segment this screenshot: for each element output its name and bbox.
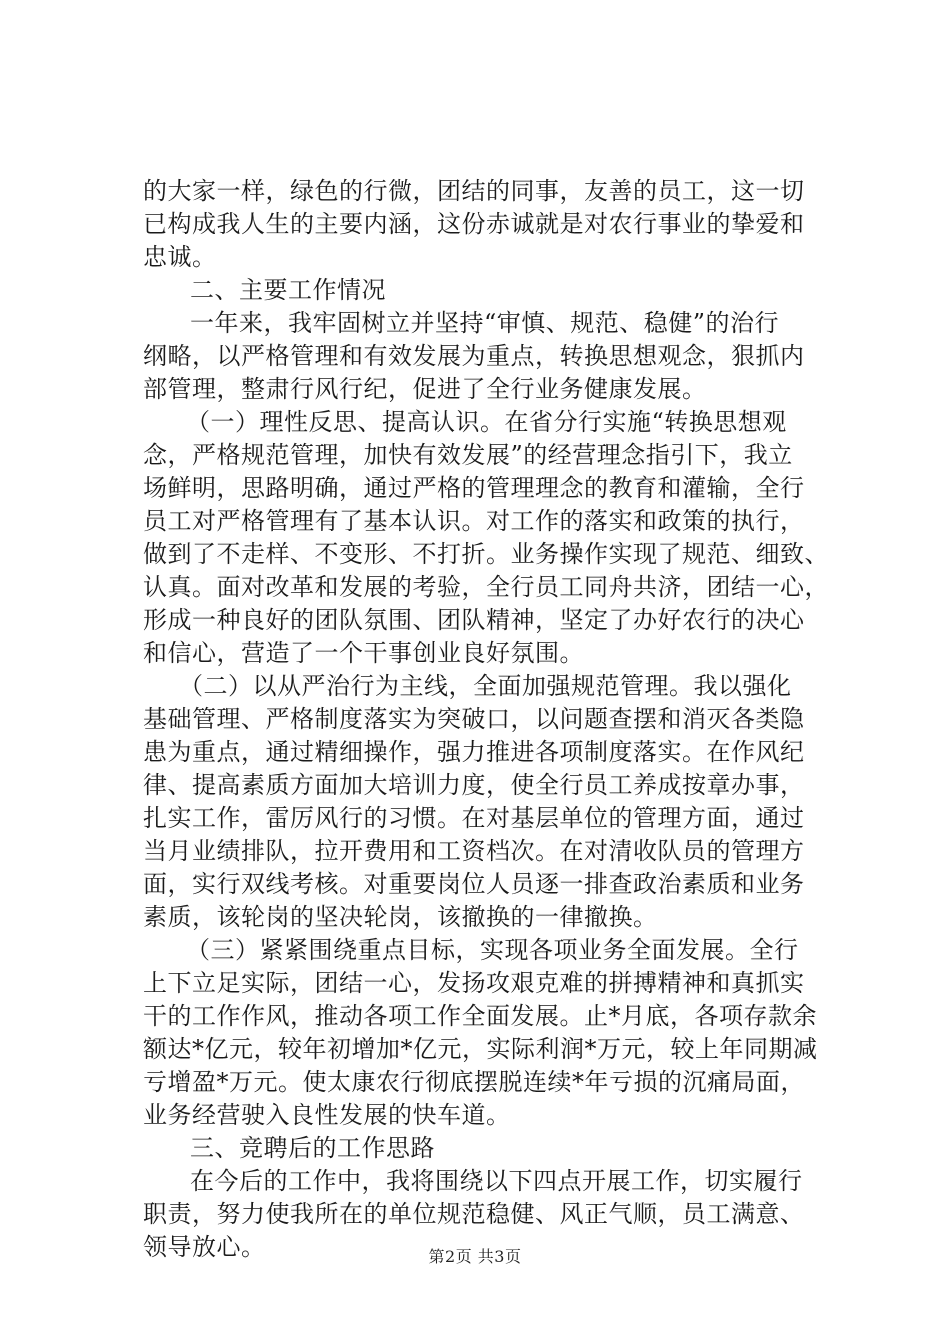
text-line: 律、提高素质方面加大培训力度，使全行员工养成按章办事， <box>143 771 805 799</box>
text-line: 干的工作作风，推动各项工作全面发展。止*月底，各项存款余 <box>143 1002 817 1030</box>
text-line: 基础管理、严格制度落实为突破口，以问题查摆和消灭各类隐 <box>143 705 805 733</box>
text-line: 业务经营驶入良性发展的快车道。 <box>143 1101 511 1129</box>
document-body <box>143 175 829 1264</box>
subsection-first-line: （二）以从严治行为主线，全面加强规范管理。我以强化 <box>179 672 792 700</box>
text-line: 职责，努力使我所在的单位规范稳健、风正气顺，员工满意、 <box>143 1200 805 1228</box>
paragraph-first-line: 在今后的工作中，我将围绕以下四点开展工作，切实履行 <box>190 1167 803 1195</box>
text-line: 做到了不走样、不变形、不打折。业务操作实现了规范、细致、 <box>143 540 829 568</box>
text-line: 额达*亿元，较年初增加*亿元，实际利润*万元，较上年同期减 <box>143 1035 818 1063</box>
text-line: 认真。面对改革和发展的考验，全行员工同舟共济，团结一心， <box>143 573 829 601</box>
subsection-first-line: （三）紧紧围绕重点目标，实现各项业务全面发展。全行 <box>186 936 799 964</box>
text-line: 忠诚。 <box>143 243 217 271</box>
section-heading: 三、竞聘后的工作思路 <box>190 1134 435 1162</box>
section-heading: 二、主要工作情况 <box>190 276 386 304</box>
text-line: 亏增盈*万元。使太康农行彻底摆脱连续*年亏损的沉痛局面， <box>143 1068 805 1096</box>
text-line: 上下立足实际，团结一心，发扬攻艰克难的拼搏精神和真抓实 <box>143 969 805 997</box>
paragraph-first-line: 一年来，我牢固树立并坚持“审慎、规范、稳健”的治行 <box>190 309 780 337</box>
text-line: 念，严格规范管理，加快有效发展”的经营理念指引下，我立 <box>143 441 793 469</box>
text-line: 已构成我人生的主要内涵，这份赤诚就是对农行事业的挚爱和 <box>143 210 805 238</box>
text-line: 患为重点，通过精细操作，强力推进各项制度落实。在作风纪 <box>143 738 805 766</box>
text-line: 形成一种良好的团队氛围、团队精神，坚定了办好农行的决心 <box>143 606 805 634</box>
text-line: 员工对严格管理有了基本认识。对工作的落实和政策的执行， <box>143 507 805 535</box>
text-line: 领导放心。 <box>143 1233 266 1261</box>
text-line: 扎实工作，雷厉风行的习惯。在对基层单位的管理方面，通过 <box>143 804 805 832</box>
text-line: 部管理，整肃行风行纪，促进了全行业务健康发展。 <box>143 375 707 403</box>
text-line: 纲略，以严格管理和有效发展为重点，转换思想观念，狠抓内 <box>143 342 805 370</box>
subsection-first-line: （一）理性反思、提高认识。在省分行实施“转换思想观 <box>186 408 787 436</box>
text-line: 当月业绩排队，拉开费用和工资档次。在对清收队员的管理方 <box>143 837 805 865</box>
text-line: 面，实行双线考核。对重要岗位人员逐一排查政治素质和业务 <box>143 870 805 898</box>
text-line: 场鲜明，思路明确，通过严格的管理理念的教育和灌输，全行 <box>143 474 805 502</box>
text-line: 素质，该轮岗的坚决轮岗，该撤换的一律撤换。 <box>143 903 658 931</box>
text-line: 的大家一样，绿色的行微，团结的同事，友善的员工，这一切 <box>143 177 805 205</box>
page-number-footer: 第2页 共3页 <box>428 1247 522 1266</box>
text-line: 和信心，营造了一个干事创业良好氛围。 <box>143 639 584 667</box>
